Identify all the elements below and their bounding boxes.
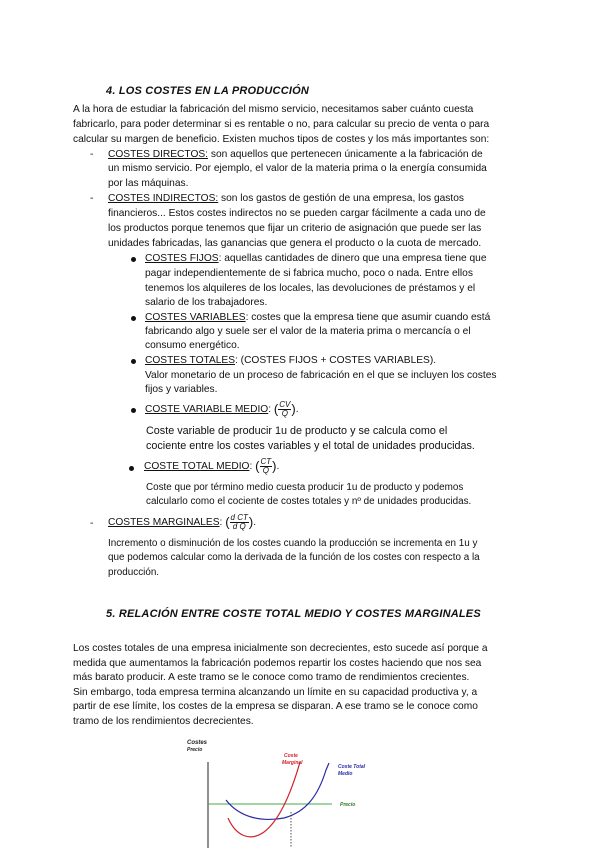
indirectos-line-3: los productos porque tenemos que fijar un criterio de asignación que puede ser las [108, 223, 482, 234]
fijos-line-2: pagar independientemente de si fabrica mucho, poco o nada. Entre ellos [145, 268, 473, 279]
variables-term: COSTES VARIABLES [145, 312, 246, 323]
period: . [276, 461, 280, 473]
intro-line-3: calcular su margen de beneficio. Existen muchos tipos de costes y los más importantes son: [73, 134, 490, 145]
var-medio-term: COSTE VARIABLE MEDIO [145, 404, 269, 416]
indirectos-line-2: financieros... Estos costes indirectos no se pueden cargar fácilmente a cada uno de [108, 208, 486, 219]
fraction-numerator: d CT [230, 513, 248, 522]
totales-term: COSTES TOTALES [145, 355, 236, 366]
directos-text: son aquellos que pertenecen únicamente a la fabricación de [208, 149, 483, 160]
fraction-denominator: Q [262, 466, 269, 475]
fraction-numerator: CV [279, 400, 291, 409]
totales-line-3: fijos y variables. [145, 384, 218, 395]
dash-marker: - [90, 518, 94, 529]
intro-line-1: A la hora de estudiar la fabricación del mismo servicio, necesitamos saber cuánto cuesta [73, 104, 474, 115]
totales-line-2: Valor monetario de un proceso de fabricación en el que se incluyen los costes [145, 370, 497, 381]
total-medio-term: COSTE TOTAL MEDIO [144, 461, 250, 473]
paren-open: ( [255, 458, 260, 474]
colon: : [219, 517, 226, 529]
s5-para1-line-2: medida que aumentamos la fabricación podemos repartir los costes haciendo que nos sea [73, 658, 482, 669]
dash-marker: - [90, 149, 94, 160]
directos-line-3: por las máquinas. [108, 178, 189, 189]
total-medio-line-3: calcularlo como el cociente de costes totales y nº de unidades producidas. [146, 496, 472, 507]
marginal-cost-curve [228, 762, 300, 837]
variables-line-2: fabricando algo y suele ser el valor de la materia prima o mercancía o el [145, 326, 471, 337]
s5-para2-line-1: Sin embargo, toda empresa termina alcanzando un límite en su capacidad productiva y, a [73, 687, 478, 698]
s5-para1-line-1: Los costes totales de una empresa inicialmente son decrecientes, esto sucede así porque a [73, 643, 488, 654]
average-cost-label-1: Coste Total [338, 764, 366, 770]
totales-text: : (COSTES FIJOS + COSTES VARIABLES). [235, 355, 437, 366]
fraction-denominator: d Q [232, 522, 246, 531]
price-label: Precio [340, 802, 356, 808]
paren-close: ) [291, 401, 296, 417]
section-5-title: 5. RELACIÓN ENTRE COSTE TOTAL MEDIO Y COSTES MARGINALES [106, 608, 481, 620]
fraction-numerator: CT [260, 457, 272, 466]
average-cost-label-2: Medio [338, 771, 353, 777]
s5-para2-line-2: partir de ese límite, los costes de la empresa se disparan. A ese tramo se le conoce como [73, 701, 478, 712]
y-label-costes: Costes [187, 740, 208, 746]
marginal-cost-label-1: Coste [284, 753, 298, 759]
fijos-term: COSTES FIJOS [145, 253, 219, 264]
y-label-precio: Precio [187, 747, 203, 753]
period: . [253, 517, 257, 529]
indirectos-text: son los gastos de gestión de una empresa, los gastos [218, 193, 464, 204]
marginales-line-4: producción. [108, 567, 160, 578]
fraction-denominator: Q [281, 409, 288, 418]
section-4-title: 4. LOS COSTES EN LA PRODUCCIÓN [106, 85, 310, 97]
colon: : [249, 461, 256, 473]
average-total-cost-curve [226, 763, 329, 819]
paren-close: ) [272, 458, 277, 474]
directos-line-2: un mismo servicio. Por ejemplo, el valor de la materia prima o la energía consumida [108, 163, 487, 174]
s5-para2-line-3: tramo de los rendimientos decrecientes. [73, 716, 254, 727]
fijos-line-4: salario de los trabajadores. [145, 297, 268, 308]
total-medio-line-2: Coste que por término medio cuesta producir 1u de producto y podemos [146, 482, 464, 493]
dash-marker: - [90, 193, 94, 204]
colon: : [268, 404, 274, 416]
marginales-line-3: que podemos calcular como la derivada de la función de los costes con respecto a la [108, 552, 480, 563]
s5-para1-line-3: más barato producir. A este tramo se le conoce como tramo de rendimientos crecientes. [73, 672, 470, 683]
variables-line-3: consumo energético. [145, 340, 240, 351]
var-medio-line-3: cociente entre los costes variables y el total de unidades producidas. [146, 440, 475, 452]
var-medio-line-2: Coste variable de producir 1u de producto y se calcula como el [146, 425, 448, 437]
fijos-line-3: tenemos los alquileres de los locales, las devoluciones de préstamos y el [145, 283, 476, 294]
intro-line-2: fabricarlo, para poder determinar si es rentable o no, para calcular su precio de venta o para [73, 119, 490, 130]
marginales-term: COSTES MARGINALES [108, 517, 220, 529]
paren-open: ( [273, 401, 279, 417]
marginal-cost-label-2: Marginal [282, 760, 303, 766]
fijos-text: : aquellas cantidades de dinero que una empresa tiene que [218, 253, 487, 264]
period: . [295, 404, 299, 416]
directos-term: COSTES DIRECTOS: [108, 149, 209, 160]
indirectos-term: COSTES INDIRECTOS: [108, 193, 219, 204]
variables-text: : costes que la empresa tiene que asumir cuando está [245, 312, 491, 323]
marginales-line-2: Incremento o disminución de los costes cuando la producción se incrementa en 1u y [108, 538, 478, 549]
indirectos-line-4: unidades fabricadas, las ganancias que genera el producto o la cuota de mercado. [108, 238, 482, 249]
paren-close: ) [248, 514, 254, 530]
paren-open: ( [225, 514, 230, 530]
